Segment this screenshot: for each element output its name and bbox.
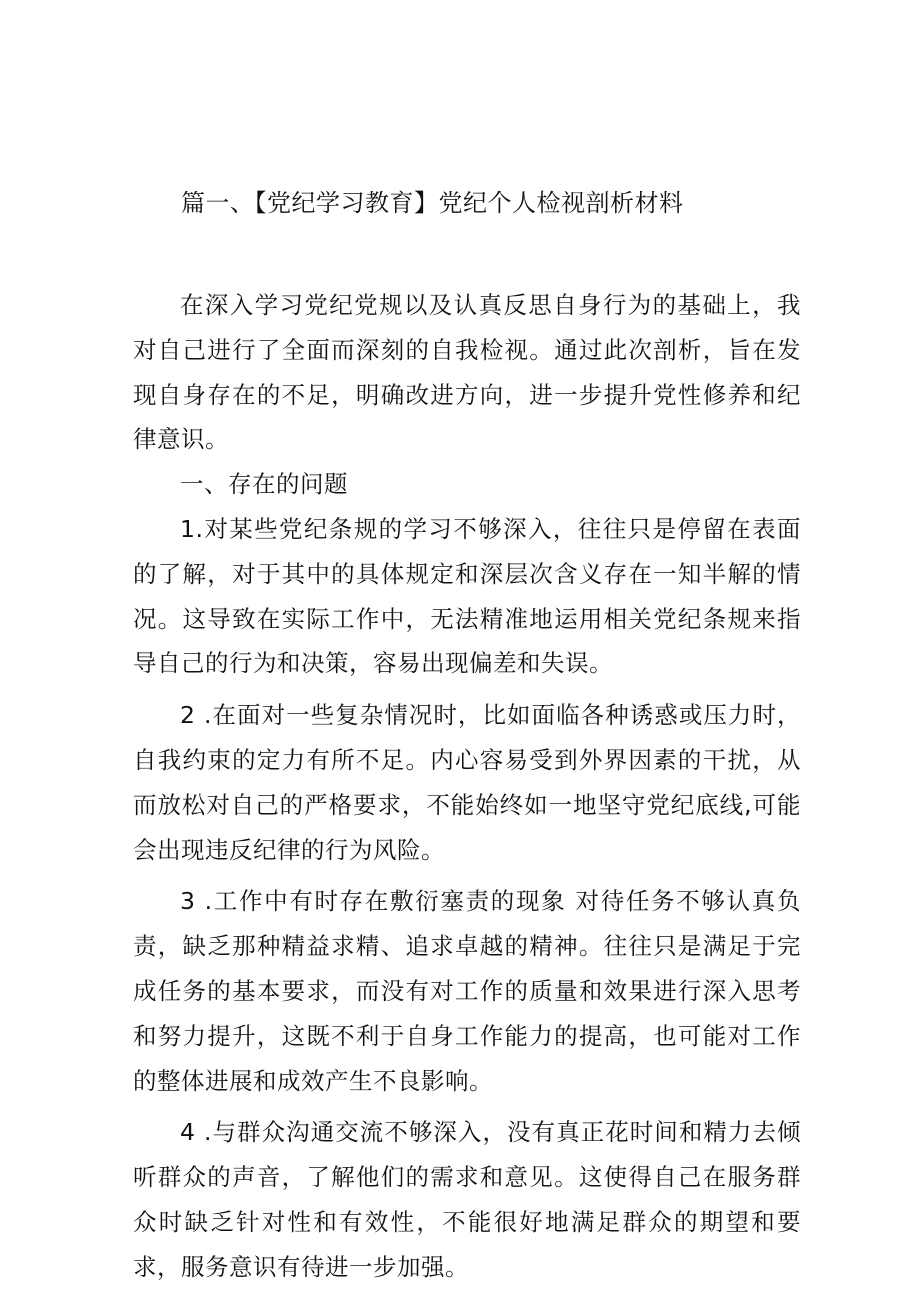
problem-item-2: 2 .在面对一些复杂情况时，比如面临各种诱惑或压力时，自我约束的定力有所不足。内心容易受到外界因素的干扰，从而放松对自己的严格要求，不能始终如一地坚守党纪底线,可能会出现违反纪律的行为风险。: [133, 701, 801, 864]
problem-item-1: 1.对某些党纪条规的学习不够深入，往往只是停留在表面的了解，对于其中的具体规定和深层次含义存在一知半解的情况。这导致在实际工作中，无法精准地运用相关党纪条规来指导自己的行为和决策，容易出现偏差和失误。: [133, 514, 801, 678]
document-body: [133, 283, 801, 1290]
problem-item-3: 3 .工作中有时存在敷衍塞责的现象 对待任务不够认真负责，缺乏那种精益求精、追求卓越的精神。往往只是满足于完成任务的基本要求，而没有对工作的质量和效果进行深入思考和努力提升，这既不利于自身工作能力的提高，也可能对工作的整体进展和成效产生不良影响。: [133, 887, 801, 1095]
problem-item-4: 4 .与群众沟通交流不够深入，没有真正花时间和精力去倾听群众的声音，了解他们的需求和意见。这使得自己在服务群众时缺乏针对性和有效性，不能很好地满足群众的期望和要求，服务意识有待进一步加强。: [133, 1118, 801, 1281]
section-heading-problems: 一、存在的问题: [180, 470, 348, 499]
intro-paragraph: 在深入学习党纪党规以及认真反思自身行为的基础上，我对自己进行了全面而深刻的自我检视。通过此次剖析，旨在发现自身存在的不足，明确改进方向，进一步提升党性修养和纪律意识。: [133, 291, 801, 454]
document-title: 篇一、【党纪学习教育】党纪个人检视剖析材料: [181, 189, 684, 217]
